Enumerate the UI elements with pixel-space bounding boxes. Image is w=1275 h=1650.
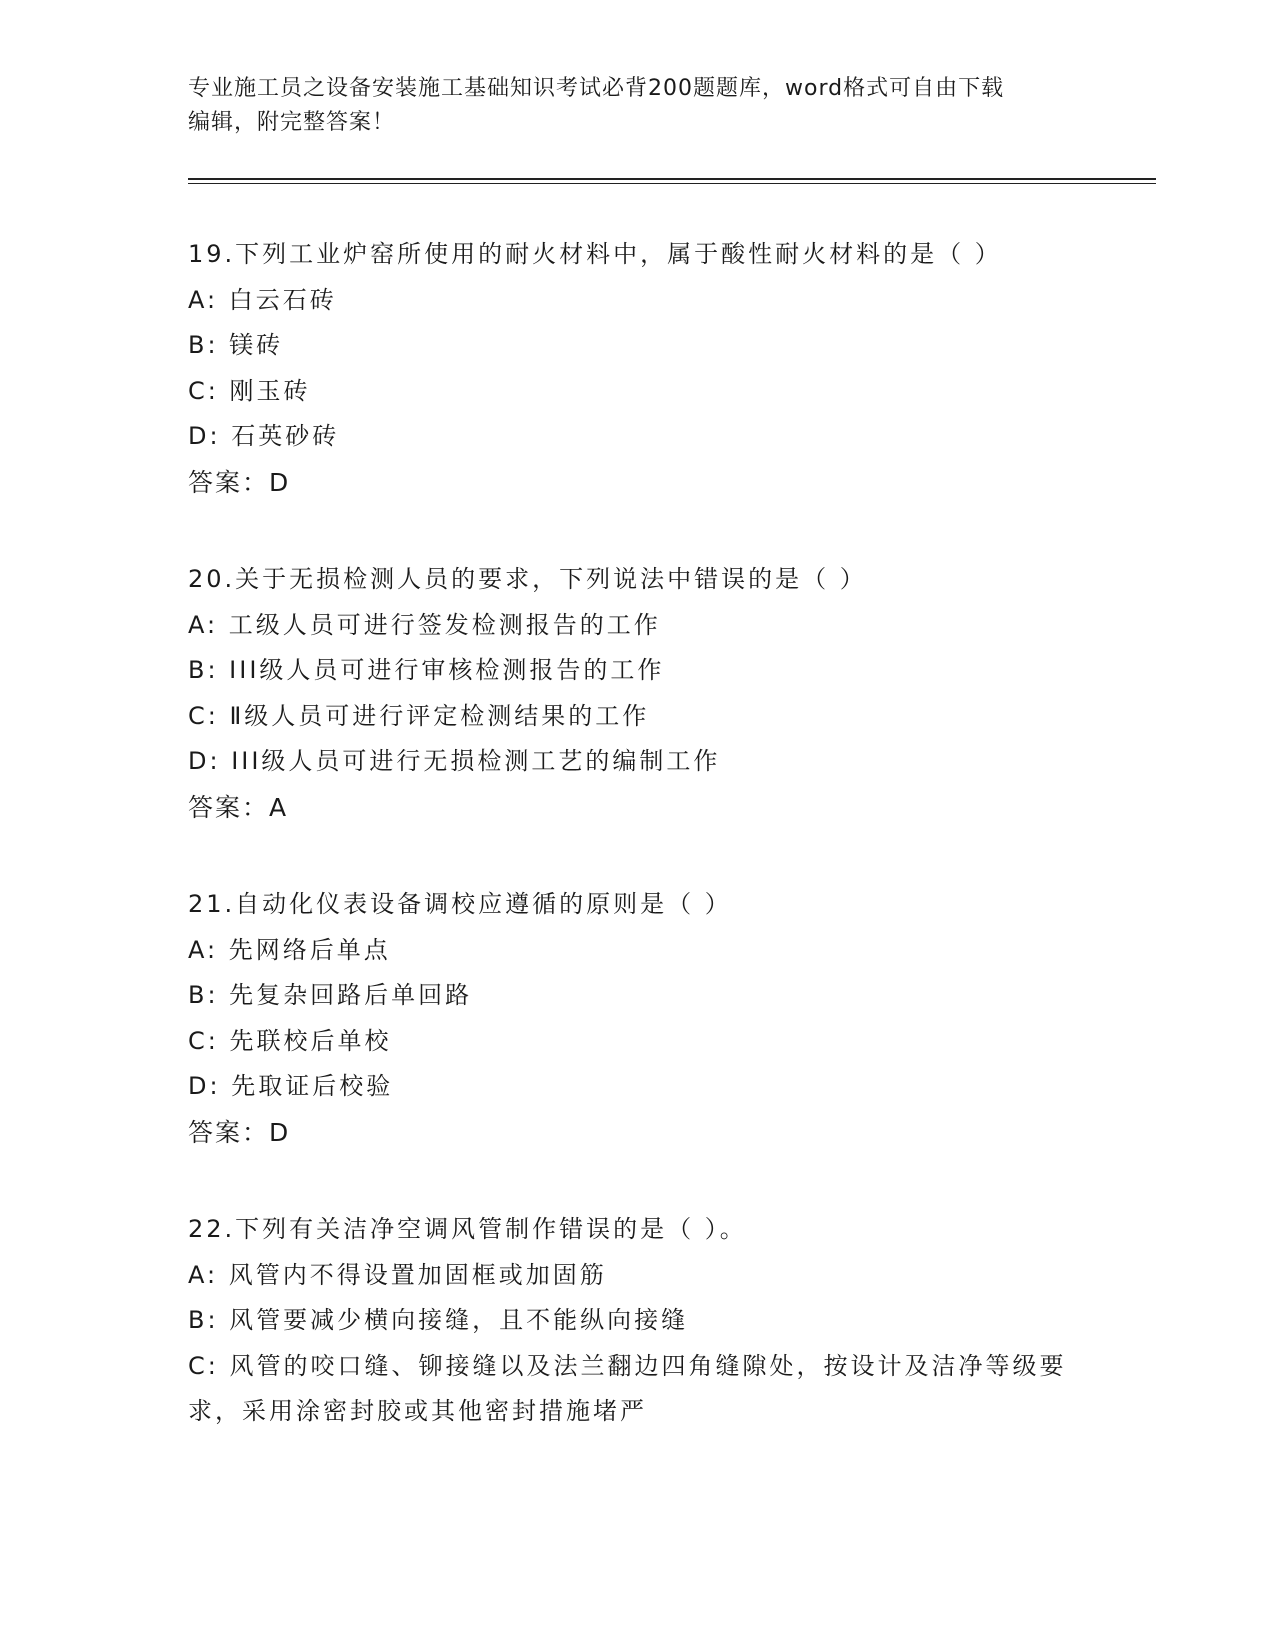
answer: 答案：A: [188, 792, 289, 822]
option-a: A: 风管内不得设置加固框或加固筋: [188, 1260, 607, 1289]
option-b: B: 风管要减少横向接缝，且不能纵向接缝: [188, 1306, 689, 1334]
header-title-line-1: 专业施工员之设备安装施工基础知识考试必背200题题库，word格式可自由下载: [188, 76, 1005, 101]
answer: 答案：D: [188, 1117, 291, 1147]
option-d: D: 先取证后校验: [188, 1072, 394, 1100]
option-a: A: 先网络后单点: [188, 935, 391, 964]
question-stem: 21.自动化仪表设备调校应遵循的原则是（ ）: [188, 890, 732, 918]
option-d: D: 石英砂砖: [188, 422, 340, 450]
question-22: [188, 1207, 1088, 1435]
option-c: C: 刚玉砖: [188, 376, 311, 405]
option-b: B: 先复杂回路后单回路: [188, 981, 473, 1009]
option-a: A: 工级人员可进行签发检测报告的工作: [188, 610, 661, 639]
header-divider: [188, 178, 1156, 184]
option-b: B: III级人员可进行审核检测报告的工作: [188, 656, 665, 684]
option-c: C: 先联校后单校: [188, 1026, 392, 1055]
question-list: [188, 232, 1088, 1487]
header-title-line-2: 编辑，附完整答案！: [188, 110, 396, 135]
answer: 答案：D: [188, 467, 291, 497]
question-stem: 20.关于无损检测人员的要求，下列说法中错误的是（ ）: [188, 565, 867, 593]
question-stem: 19.下列工业炉窑所使用的耐火材料中，属于酸性耐火材料的是（ ）: [188, 240, 1002, 268]
option-d: D: III级人员可进行无损检测工艺的编制工作: [188, 747, 721, 775]
question-19: [188, 232, 1088, 505]
question-20: [188, 557, 1088, 830]
option-c: C: 风管的咬口缝、铆接缝以及法兰翻边四角缝隙处，按设计及洁净等级要求，采用涂密封胶或其他密封措施堵严: [188, 1351, 1067, 1425]
document-header: [188, 72, 1088, 140]
question-21: [188, 882, 1088, 1155]
option-c: C: Ⅱ级人员可进行评定检测结果的工作: [188, 701, 650, 730]
option-b: B: 镁砖: [188, 331, 284, 359]
option-a: A: 白云石砖: [188, 285, 337, 314]
question-stem: 22.下列有关洁净空调风管制作错误的是（ ）。: [188, 1215, 747, 1243]
